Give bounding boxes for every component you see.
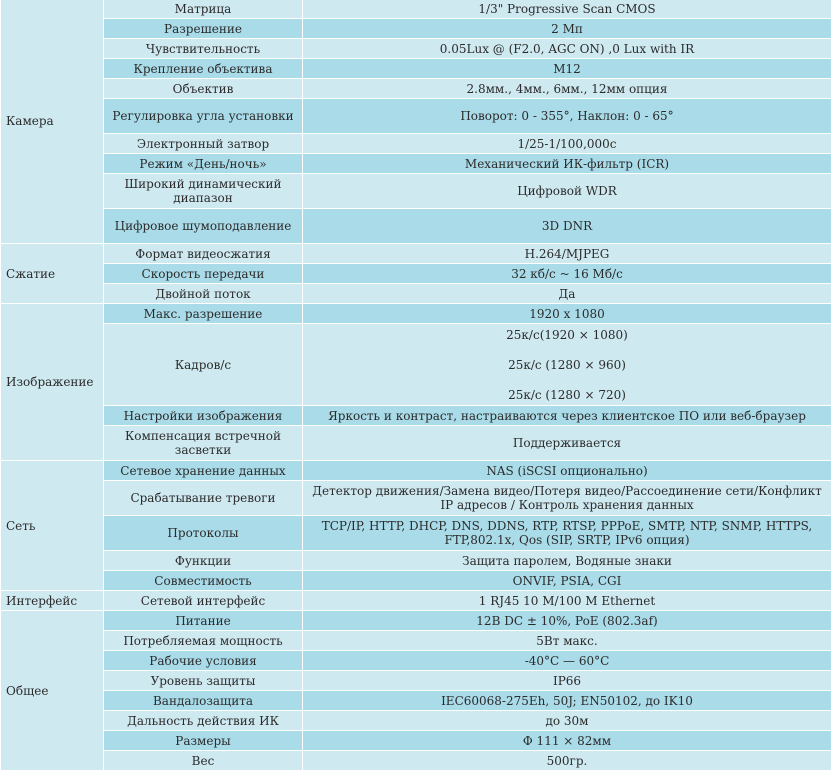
spec-row bbox=[1, 284, 831, 304]
spec-row bbox=[1, 731, 831, 751]
spec-row bbox=[1, 481, 831, 516]
spec-label: Чувствительность bbox=[104, 39, 303, 59]
spec-value: TCP/IP, HTTP, DHCP, DNS, DDNS, RTP, RTSP, PPPoE, SMTP, NTP, SNMP, HTTPS, FTP,802.1x, Qos (SIP, SRTP, IPv6 опция) bbox=[303, 516, 831, 551]
spec-row bbox=[1, 426, 831, 461]
spec-row bbox=[1, 154, 831, 174]
spec-value-line: 25к/с (1280 × 720) bbox=[307, 388, 827, 402]
spec-value: 500гр. bbox=[303, 751, 831, 771]
spec-value: Да bbox=[303, 284, 831, 304]
spec-row bbox=[1, 304, 831, 324]
spec-row bbox=[1, 324, 831, 406]
spec-value: Яркость и контраст, настраиваются через клиентское ПО или веб-браузер bbox=[303, 406, 831, 426]
spec-value: 5Вт макс. bbox=[303, 631, 831, 651]
spec-value: IP66 bbox=[303, 671, 831, 691]
spec-value bbox=[303, 324, 831, 406]
spec-value: Механический ИК-фильтр (ICR) bbox=[303, 154, 831, 174]
spec-label: Компенсация встречной засветки bbox=[104, 426, 303, 461]
spec-label: Макс. разрешение bbox=[104, 304, 303, 324]
spec-label: Совместимость bbox=[104, 571, 303, 591]
spec-row bbox=[1, 244, 831, 264]
spec-row bbox=[1, 551, 831, 571]
spec-row bbox=[1, 99, 831, 134]
spec-row bbox=[1, 209, 831, 244]
section-name: Сжатие bbox=[1, 244, 104, 304]
spec-label: Сетевое хранение данных bbox=[104, 461, 303, 481]
spec-label: Питание bbox=[104, 611, 303, 631]
spec-value: Поворот: 0 - 355°, Наклон: 0 - 65° bbox=[303, 99, 831, 134]
spec-value: Φ 111 × 82мм bbox=[303, 731, 831, 751]
spec-value: Защита паролем, Водяные знаки bbox=[303, 551, 831, 571]
spec-label: Протоколы bbox=[104, 516, 303, 551]
spec-value: ONVIF, PSIA, CGI bbox=[303, 571, 831, 591]
spec-label: Режим «День/ночь» bbox=[104, 154, 303, 174]
spec-label: Объектив bbox=[104, 79, 303, 99]
spec-label: Функции bbox=[104, 551, 303, 571]
spec-row bbox=[1, 671, 831, 691]
spec-label: Вандалозащита bbox=[104, 691, 303, 711]
spec-row bbox=[1, 59, 831, 79]
spec-label: Матрица bbox=[104, 0, 303, 19]
spec-value: H.264/MJPEG bbox=[303, 244, 831, 264]
spec-row bbox=[1, 264, 831, 284]
spec-row bbox=[1, 174, 831, 209]
spec-value: 2.8мм., 4мм., 6мм., 12мм опция bbox=[303, 79, 831, 99]
spec-value: IEC60068-275Eh, 50J; EN50102, до IK10 bbox=[303, 691, 831, 711]
spec-value: 32 кб/с ~ 16 Мб/с bbox=[303, 264, 831, 284]
spec-row bbox=[1, 611, 831, 631]
spec-value: -40°C — 60°C bbox=[303, 651, 831, 671]
spec-row bbox=[1, 591, 831, 611]
spec-label: Регулировка угла установки bbox=[104, 99, 303, 134]
spec-row bbox=[1, 631, 831, 651]
spec-row bbox=[1, 651, 831, 671]
spec-row bbox=[1, 19, 831, 39]
spec-value: 2 Мп bbox=[303, 19, 831, 39]
spec-value: Поддерживается bbox=[303, 426, 831, 461]
spec-row bbox=[1, 571, 831, 591]
spec-value: M12 bbox=[303, 59, 831, 79]
spec-label: Дальность действия ИК bbox=[104, 711, 303, 731]
spec-label: Сетевой интерфейс bbox=[104, 591, 303, 611]
spec-value: 1920 x 1080 bbox=[303, 304, 831, 324]
spec-row bbox=[1, 691, 831, 711]
spec-label: Размеры bbox=[104, 731, 303, 751]
spec-value-line: 25к/с (1280 × 960) bbox=[307, 358, 827, 372]
spec-label: Электронный затвор bbox=[104, 134, 303, 154]
spec-value: 1/3" Progressive Scan CMOS bbox=[303, 0, 831, 19]
spec-row bbox=[1, 516, 831, 551]
section-name: Интерфейс bbox=[1, 591, 104, 611]
section-name: Изображение bbox=[1, 304, 104, 461]
spec-label: Вес bbox=[104, 751, 303, 771]
spec-label: Уровень защиты bbox=[104, 671, 303, 691]
spec-label: Настройки изображения bbox=[104, 406, 303, 426]
section-name: Камера bbox=[1, 0, 104, 244]
spec-value: 1/25-1/100,000с bbox=[303, 134, 831, 154]
spec-value: 12В DC ± 10%, PoE (802.3af) bbox=[303, 611, 831, 631]
spec-row bbox=[1, 461, 831, 481]
spec-label: Скорость передачи bbox=[104, 264, 303, 284]
spec-row bbox=[1, 711, 831, 731]
spec-label: Широкий динамический диапазон bbox=[104, 174, 303, 209]
spec-table-body bbox=[1, 0, 831, 771]
spec-row bbox=[1, 79, 831, 99]
spec-value: Детектор движения/Замена видео/Потеря видео/Рассоединение сети/Конфликт IP адресов / Контроль хранения данных bbox=[303, 481, 831, 516]
spec-label: Крепление объектива bbox=[104, 59, 303, 79]
spec-label: Разрешение bbox=[104, 19, 303, 39]
spec-label: Потребляемая мощность bbox=[104, 631, 303, 651]
spec-value: Цифровой WDR bbox=[303, 174, 831, 209]
spec-value: до 30м bbox=[303, 711, 831, 731]
spec-row bbox=[1, 134, 831, 154]
spec-value-line: 25к/с(1920 × 1080) bbox=[307, 328, 827, 342]
spec-row bbox=[1, 0, 831, 19]
spec-label: Цифровое шумоподавление bbox=[104, 209, 303, 244]
spec-label: Срабатывание тревоги bbox=[104, 481, 303, 516]
spec-row bbox=[1, 406, 831, 426]
spec-value: 3D DNR bbox=[303, 209, 831, 244]
spec-value: 0.05Lux @ (F2.0, AGC ON) ,0 Lux with IR bbox=[303, 39, 831, 59]
spec-label: Кадров/с bbox=[104, 324, 303, 406]
spec-row bbox=[1, 39, 831, 59]
spec-label: Двойной поток bbox=[104, 284, 303, 304]
spec-label: Формат видеосжатия bbox=[104, 244, 303, 264]
section-name: Сеть bbox=[1, 461, 104, 591]
section-name: Общее bbox=[1, 611, 104, 771]
spec-value: NAS (iSCSI опционально) bbox=[303, 461, 831, 481]
spec-label: Рабочие условия bbox=[104, 651, 303, 671]
spec-value: 1 RJ45 10 M/100 M Ethernet bbox=[303, 591, 831, 611]
